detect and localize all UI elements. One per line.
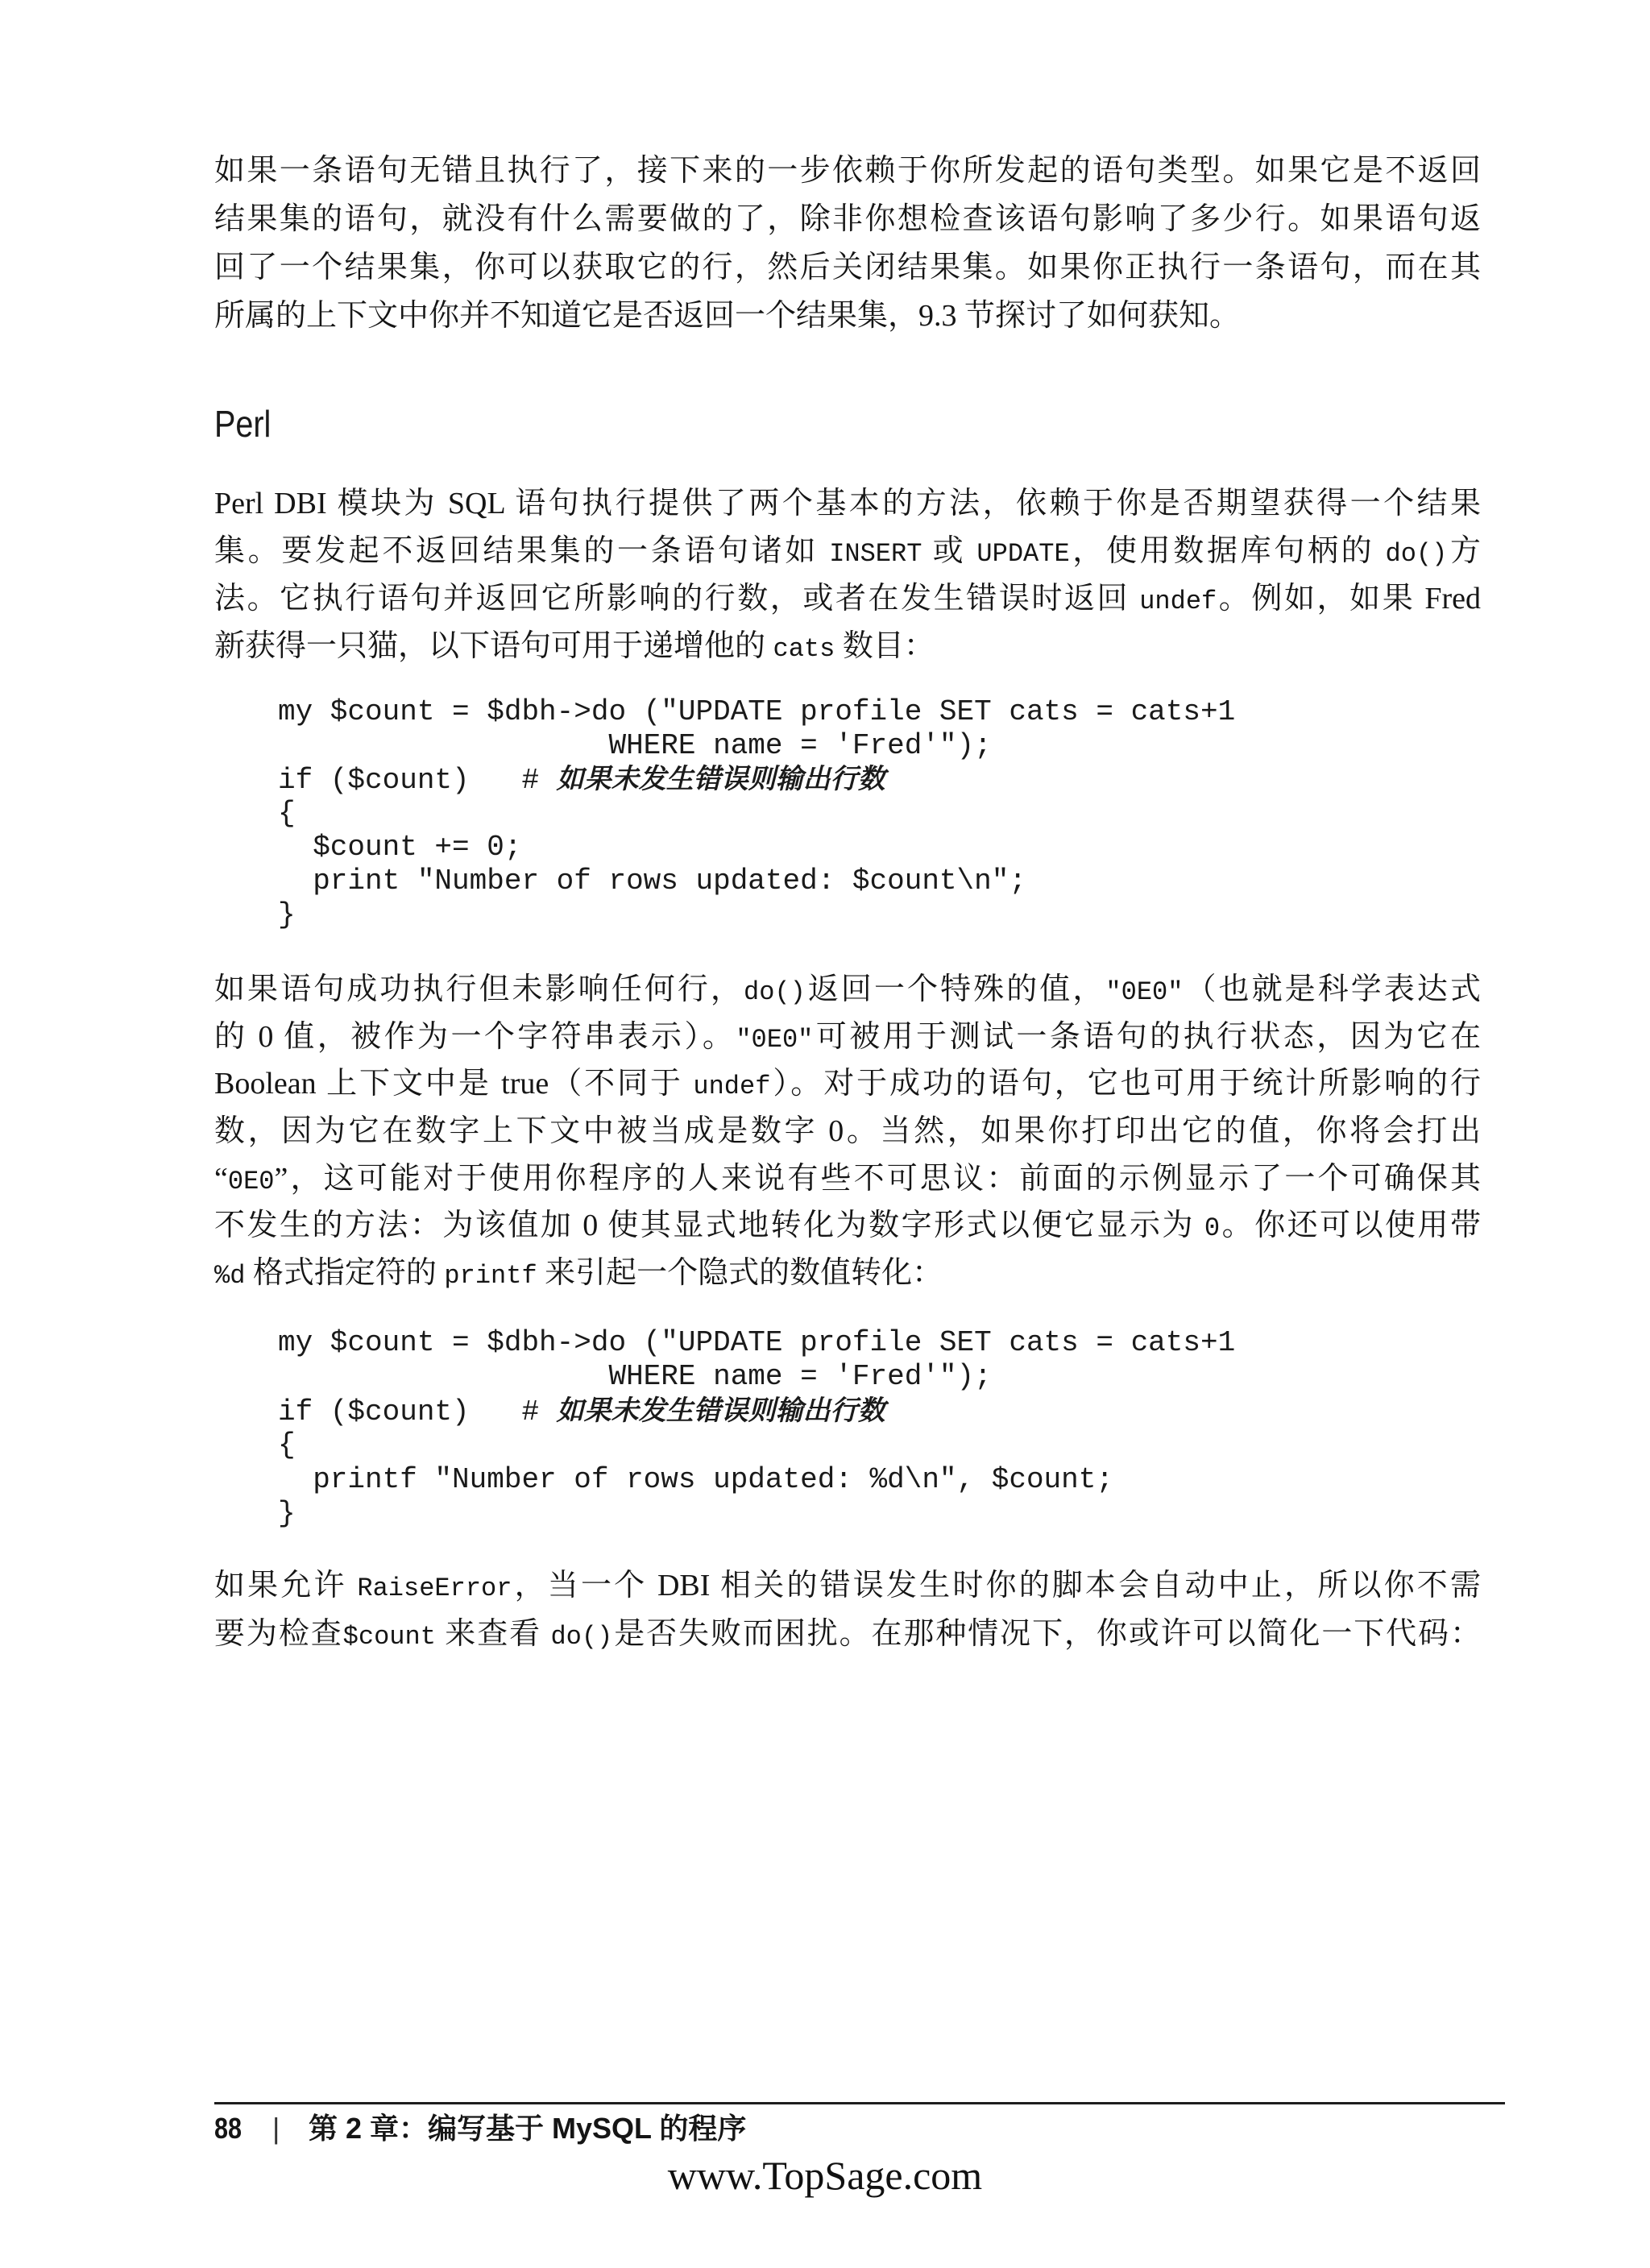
text-run: 如果一条语句无错且执行了，接下来的一步依赖于你所发起的语句类型。如果它是不返回	[214, 154, 1481, 188]
paragraph-line	[214, 965, 1481, 1014]
paragraph-line	[214, 195, 1481, 243]
code-line: my $count = $dbh->do ("UPDATE profile SET cats = cats+1	[278, 695, 1236, 728]
code-line: WHERE name = 'Fred'");	[278, 729, 992, 762]
code-comment: 如果未发生错误则输出行数	[556, 1396, 885, 1426]
text-run: 来查看	[435, 1617, 551, 1651]
inline-code: INSERT	[829, 539, 922, 569]
text-run: 返回一个特殊的值，	[805, 972, 1106, 1006]
text-run: 回了一个结果集，你可以获取它的行，然后关闭结果集。如果你正执行一条语句，而在其	[214, 251, 1481, 284]
section-heading: Perl	[214, 403, 272, 445]
watermark-url: www.TopSage.com	[667, 2153, 983, 2198]
text-run: 集。要发起不返回结果集的一条语句诸如	[214, 534, 830, 568]
inline-code: $count	[342, 1622, 436, 1652]
inline-code: 0E0	[227, 1167, 275, 1196]
code-line	[278, 763, 885, 797]
footer-separator: |	[272, 2112, 280, 2145]
text-run: 的 0 值，被作为一个字符串表示）。	[214, 1020, 736, 1054]
paragraph-line	[214, 1201, 1481, 1250]
text-run: 数，因为它在数字上下文中被当成是数字 0。当然，如果你打印出它的值，你将会打出	[214, 1114, 1481, 1148]
paragraph-line	[214, 1013, 1481, 1061]
paragraph-line	[214, 292, 1481, 340]
chapter-title: 第 2 章：编写基于 MySQL 的程序	[309, 2112, 747, 2145]
text-run: ，当一个 DBI 相关的错误发生时你的脚本会自动中止，所以你不需	[512, 1569, 1481, 1603]
inline-code: "0E0"	[1105, 977, 1184, 1007]
footer-rule	[214, 2102, 1505, 2104]
paragraph-line	[214, 1249, 1481, 1297]
paragraph-line	[214, 479, 1481, 528]
text-run: 新获得一只猫，以下语句可用于递增他的	[214, 629, 773, 663]
text-run: ，使用数据库句柄的	[1069, 534, 1386, 568]
page-number: 88	[214, 2112, 243, 2145]
paragraph-line	[214, 1561, 1481, 1610]
text-run: ）。对于成功的语句，它也可用于统计所影响的行	[770, 1067, 1481, 1101]
text-run: “	[214, 1162, 228, 1196]
paragraph-line	[214, 1155, 1481, 1203]
inline-code: %d	[214, 1261, 246, 1291]
inline-code: printf	[444, 1261, 537, 1291]
paragraph-line	[214, 243, 1481, 292]
inline-code: undef	[1139, 587, 1217, 616]
text-run: 来引起一个隐式的数值转化：	[537, 1256, 943, 1290]
code-line: printf "Number of rows updated: %d\n", $count;	[278, 1463, 1113, 1496]
code-line	[278, 1395, 885, 1428]
code-line: my $count = $dbh->do ("UPDATE profile SET cats = cats+1	[278, 1326, 1236, 1359]
text-run: Perl DBI 模块为 SQL 语句执行提供了两个基本的方法，依赖于你是否期望获得一个结果	[214, 487, 1481, 520]
text-run: 方	[1447, 534, 1481, 568]
paragraph-line	[214, 527, 1481, 575]
inline-code: UPDATE	[976, 539, 1070, 569]
text-run: 。你还可以使用带	[1220, 1209, 1481, 1242]
text-run: 。例如，如果 Fred	[1217, 582, 1481, 616]
text-run: 不发生的方法：为该值加 0 使其显式地转化为数字形式以便它显示为	[214, 1209, 1204, 1242]
code-line: print "Number of rows updated: $count\n";	[278, 864, 1026, 898]
code-line: WHERE name = 'Fred'");	[278, 1360, 992, 1393]
text-run: 可被用于测试一条语句的执行状态，因为它在	[813, 1020, 1481, 1054]
inline-code: cats	[773, 634, 835, 664]
code-line: }	[278, 898, 296, 931]
text-run: ”，这可能对于使用你程序的人来说有些不可思议：前面的示例显示了一个可确保其	[274, 1162, 1481, 1196]
code-text: if ($count) #	[278, 1395, 557, 1428]
paragraph-line	[214, 622, 1481, 670]
text-run: 数目：	[835, 629, 935, 663]
code-line: {	[278, 797, 296, 830]
inline-code: RaiseError	[357, 1574, 512, 1603]
inline-code: do()	[1385, 539, 1448, 569]
paragraph-line	[214, 147, 1481, 195]
text-run: 或	[922, 534, 977, 568]
text-run: 要为检查	[214, 1617, 343, 1651]
text-run: 结果集的语句，就没有什么需要做的了，除非你想检查该语句影响了多少行。如果语句返	[214, 202, 1481, 236]
text-run: 是否失败而困扰。在那种情况下，你或许可以简化一下代码：	[612, 1617, 1481, 1651]
text-run: 所属的上下文中你并不知道它是否返回一个结果集，9.3 节探讨了如何获知。	[214, 299, 1241, 333]
paragraph-line	[214, 1610, 1481, 1658]
inline-code: do()	[550, 1622, 613, 1652]
text-run: 如果语句成功执行但未影响任何行，	[214, 972, 744, 1006]
inline-code: 0	[1204, 1213, 1221, 1243]
code-line: $count += 0;	[278, 831, 522, 864]
text-run: （也就是科学表达式	[1183, 972, 1481, 1006]
paragraph-line	[214, 1059, 1481, 1108]
inline-code: do()	[743, 977, 806, 1007]
inline-code: "0E0"	[736, 1025, 814, 1055]
code-line: }	[278, 1497, 296, 1530]
inline-code: undef	[693, 1072, 771, 1101]
text-run: Boolean 上下文中是 true（不同于	[214, 1067, 694, 1101]
paragraph-line	[214, 574, 1481, 623]
paragraph-line	[214, 1107, 1481, 1155]
page-footer	[214, 2111, 1020, 2146]
code-comment: 如果未发生错误则输出行数	[556, 765, 885, 794]
text-run: 法。它执行语句并返回它所影响的行数，或者在发生错误时返回	[214, 582, 1140, 616]
text-run: 格式指定符的	[245, 1256, 445, 1290]
text-run: 如果允许	[214, 1569, 358, 1603]
code-line: {	[278, 1428, 296, 1462]
code-text: if ($count) #	[278, 764, 557, 797]
